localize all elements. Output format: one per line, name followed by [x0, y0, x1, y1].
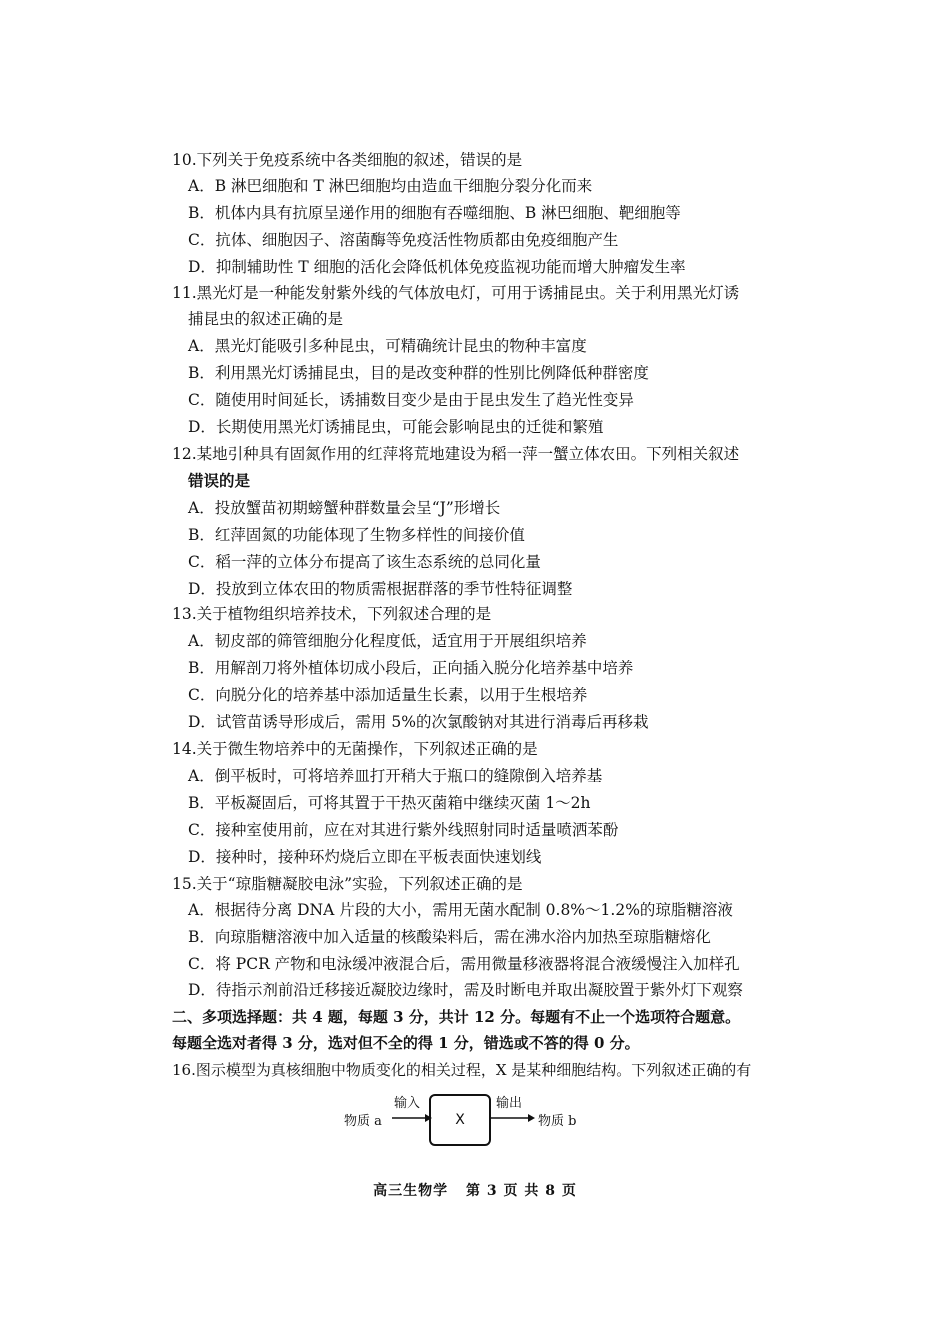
q11-option-c: C．随使用时间延长，诱捕数目变少是由于昆虫发生了趋光性变异: [188, 391, 634, 409]
q10-option-b: B．机体内具有抗原呈递作用的细胞有吞噬细胞、B 淋巴细胞、靶细胞等: [188, 204, 681, 222]
q14-option-b: B．平板凝固后，可将其置于干热灭菌箱中继续灭菌 1～2h: [188, 794, 591, 812]
q15-option-a: A．根据待分离 DNA 片段的大小，需用无菌水配制 0.8%～1.2%的琼脂糖溶液: [188, 901, 733, 919]
q13-option-c: C．向脱分化的培养基中添加适量生长素，以用于生根培养: [188, 686, 588, 704]
process-diagram: [340, 1090, 600, 1150]
q12-stem-line1: 12.某地引种具有固氮作用的红萍将荒地建设为稻一萍一蟹立体农田。下列相关叙述: [172, 445, 740, 463]
q12-option-d: D．投放到立体农田的物质需根据群落的季节性特征调整: [188, 580, 573, 598]
q11-stem-line2: 捕昆虫的叙述正确的是: [188, 310, 344, 328]
q15-stem: 15.关于“琼脂糖凝胶电泳”实验，下列叙述正确的是: [172, 875, 523, 893]
footer-subject: 高三生物学: [373, 1183, 449, 1199]
section2-heading: 二、多项选择题：共 4 题，每题 3 分，共计 12 分。每题有不止一个选项符合题意。: [172, 1008, 741, 1026]
page-footer: [0, 1180, 950, 1200]
q11-stem-line1: 11.黑光灯是一种能发射紫外线的气体放电灯，可用于诱捕昆虫。关于利用黑光灯诱: [172, 284, 740, 302]
diagram-output-label: 输出: [496, 1096, 523, 1111]
q14-option-d: D．接种时，接种环灼烧后立即在平板表面快速划线: [188, 848, 542, 866]
q11-option-d: D．长期使用黑光灯诱捕昆虫，可能会影响昆虫的迁徙和繁殖: [188, 418, 604, 436]
input-arrow-icon: [392, 1112, 432, 1124]
diagram-output-substance: 物质 b: [538, 1114, 577, 1129]
diagram-input-label: 输入: [394, 1096, 421, 1111]
q12-option-c: C．稻一萍的立体分布提高了该生态系统的总同化量: [188, 553, 541, 571]
q12-stem-line2: 错误的是: [188, 471, 251, 490]
q12-option-a: A．投放蟹苗初期螃蟹种群数量会呈“J”形增长: [188, 499, 501, 517]
q14-option-a: A．倒平板时，可将培养皿打开稍大于瓶口的缝隙倒入培养基: [188, 767, 603, 785]
q14-option-c: C．接种室使用前，应在对其进行紫外线照射同时适量喷洒苯酚: [188, 821, 619, 839]
q10-option-d: D．抑制辅助性 T 细胞的活化会降低机体免疫监视功能而增大肿瘤发生率: [188, 258, 686, 276]
q13-option-b: B．用解剖刀将外植体切成小段后，正向插入脱分化培养基中培养: [188, 659, 634, 677]
footer-page-number: 第 3 页 共 8 页: [466, 1183, 577, 1199]
q10-option-a: A．B 淋巴细胞和 T 淋巴细胞均由造血干细胞分裂分化而来: [188, 177, 593, 195]
q15-option-b: B．向琼脂糖溶液中加入适量的核酸染料后，需在沸水浴内加热至琼脂糖熔化: [188, 928, 711, 946]
q15-option-c: C．将 PCR 产物和电泳缓冲液混合后，需用微量移液器将混合液缓慢注入加样孔: [188, 955, 740, 973]
diagram-input-substance: 物质 a: [344, 1114, 382, 1129]
q13-option-d: D．试管苗诱导形成后，需用 5%的次氯酸钠对其进行消毒后再移栽: [188, 713, 649, 731]
section2-scoring: 每题全选对者得 3 分，选对但不全的得 1 分，错选或不答的得 0 分。: [172, 1034, 640, 1052]
q16-stem: 16.图示模型为真核细胞中物质变化的相关过程，X 是某种细胞结构。下列叙述正确的有: [172, 1061, 752, 1079]
q10-option-c: C．抗体、细胞因子、溶菌酶等免疫活性物质都由免疫细胞产生: [188, 231, 619, 249]
q13-option-a: A．韧皮部的筛管细胞分化程度低，适宜用于开展组织培养: [188, 632, 587, 650]
q14-stem: 14.关于微生物培养中的无菌操作，下列叙述正确的是: [172, 740, 538, 758]
q10-stem: 10.下列关于免疫系统中各类细胞的叙述，错误的是: [172, 151, 523, 169]
q13-stem: 13.关于植物组织培养技术，下列叙述合理的是: [172, 605, 492, 623]
q11-option-a: A．黑光灯能吸引多种昆虫，可精确统计昆虫的物种丰富度: [188, 337, 587, 355]
structure-x-box: X: [429, 1094, 491, 1146]
output-arrow-icon: [491, 1112, 535, 1124]
q12-option-b: B．红萍固氮的功能体现了生物多样性的间接价值: [188, 526, 525, 544]
q15-option-d: D．待指示剂前沿迁移接近凝胶边缘时，需及时断电并取出凝胶置于紫外灯下观察: [188, 981, 743, 999]
q11-option-b: B．利用黑光灯诱捕昆虫，目的是改变种群的性别比例降低种群密度: [188, 364, 649, 382]
